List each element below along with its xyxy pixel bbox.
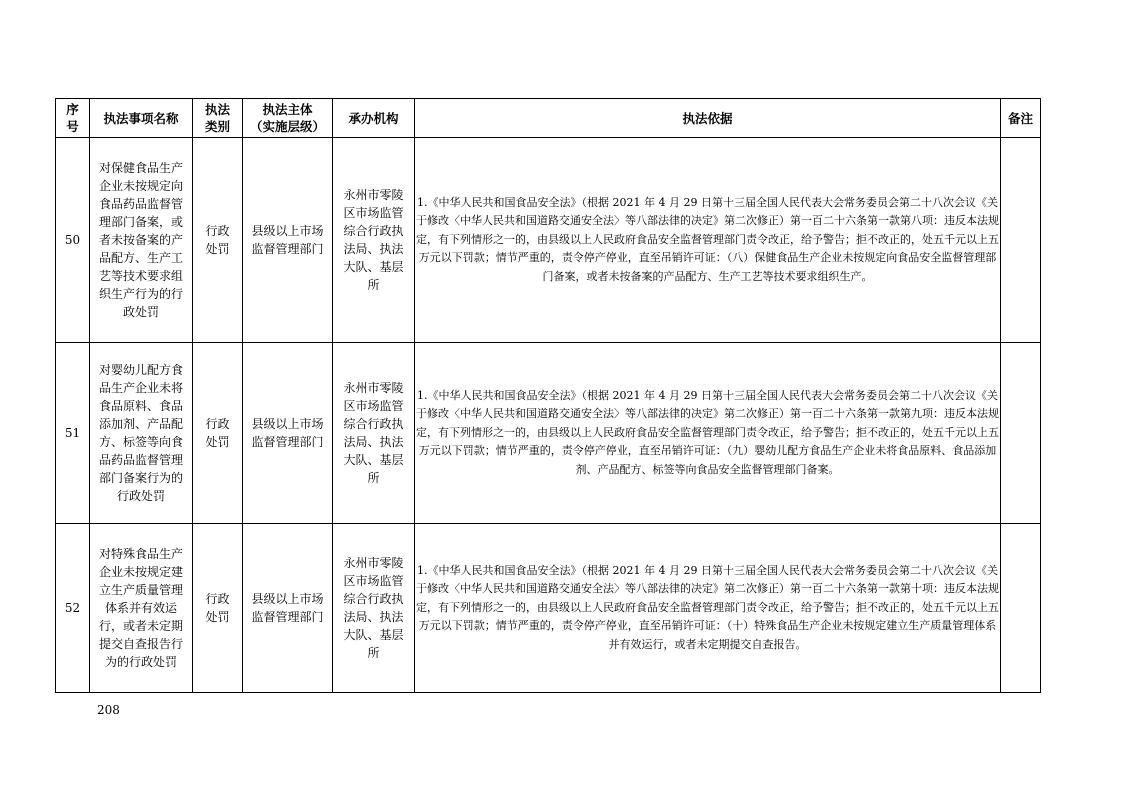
table-row [56,138,1041,343]
row-basis: 1.《中华人民共和国食品安全法》（根据 2021 年 4 月 29 日第十三届全国人民代表大会常务委员会第二十八次会议《关于修改〈中华人民共和国道路交通安全法〉等八部法律的决定》第二次修正）第一百二十六条第一款第八项：违反本法规定，有下列情形之一的，由县级以上人民政府食品安全监督管理部门责令改正，给予警告；拒不改正的，处五千元以上五万元以下罚款；情节严重的，责令停产停业，直至吊销许可证：（八）保健食品生产企业未按规定向食品安全监督管理部门备案，或者未按备案的产品配方、生产工艺等技术要求组织生产。 [415,138,1001,343]
header-category: 执法类别 [193,99,243,138]
header-subject-line2: （实施层级） [249,119,325,134]
header-remark: 备注 [1001,99,1041,138]
header-subject [243,99,333,138]
row-subject-text: 县级以上市场监督管理部门 [251,592,324,624]
row-org-text: 永州市零陵区市场监管综合行政执法局、执法大队、基层所 [343,188,404,292]
header-basis: 执法依据 [415,99,1001,138]
row-name [90,524,193,693]
row-subject [243,138,333,343]
page-number: 208 [97,703,120,717]
table-row [56,524,1041,693]
row-no: 50 [56,138,90,343]
row-org-text: 永州市零陵区市场监管综合行政执法局、执法大队、基层所 [343,556,404,660]
row-category-text: 行政处罚 [205,417,230,449]
row-name-text: 对婴幼儿配方食品生产企业未将食品原料、食品添加剂、产品配方、标签等向食品药品监督管理部门备案行为的行政处罚 [99,363,184,503]
row-no: 51 [56,343,90,524]
row-remark [1001,138,1041,343]
table-row [56,343,1041,524]
row-org [333,524,415,693]
row-remark [1001,343,1041,524]
row-name [90,343,193,524]
row-basis: 1.《中华人民共和国食品安全法》（根据 2021 年 4 月 29 日第十三届全国人民代表大会常务委员会第二十八次会议《关于修改〈中华人民共和国道路交通安全法〉等八部法律的决定》第二次修正）第一百二十六条第一款第十项：违反本法规定，有下列情形之一的，由县级以上人民政府食品安全监督管理部门责令改正，给予警告；拒不改正的，处五千元以上五万元以下罚款；情节严重的，责令停产停业，直至吊销许可证：（十）特殊食品生产企业未按规定建立生产质量管理体系并有效运行，或者未定期提交自查报告。 [415,524,1001,693]
row-subject-text: 县级以上市场监督管理部门 [251,417,324,449]
row-name-text: 对特殊食品生产企业未按规定建立生产质量管理体系并有效运行，或者未定期提交自查报告行为的行政处罚 [99,547,184,669]
row-category [193,524,243,693]
row-category [193,138,243,343]
row-org [333,343,415,524]
row-category-text: 行政处罚 [205,592,230,624]
row-category-text: 行政处罚 [205,224,230,256]
row-subject [243,343,333,524]
row-org-text: 永州市零陵区市场监管综合行政执法局、执法大队、基层所 [343,381,404,485]
row-name [90,138,193,343]
row-category [193,343,243,524]
header-name: 执法事项名称 [90,99,193,138]
row-org [333,138,415,343]
header-subject-line1: 执法主体 [262,102,313,117]
header-no: 序号 [56,99,90,138]
row-no: 52 [56,524,90,693]
row-name-text: 对保健食品生产企业未按规定向食品药品监督管理部门备案，或者未按备案的产品配方、生产工艺等技术要求组织生产行为的行政处罚 [99,161,184,319]
header-row [56,99,1041,138]
row-basis: 1.《中华人民共和国食品安全法》（根据 2021 年 4 月 29 日第十三届全国人民代表大会常务委员会第二十八次会议《关于修改〈中华人民共和国道路交通安全法〉等八部法律的决定》第二次修正）第一百二十六条第一款第九项：违反本法规定，有下列情形之一的，由县级以上人民政府食品安全监督管理部门责令改正，给予警告；拒不改正的，处五千元以上五万元以下罚款；情节严重的，责令停产停业，直至吊销许可证：（九）婴幼儿配方食品生产企业未将食品原料、食品添加剂、产品配方、标签等向食品安全监督管理部门备案。 [415,343,1001,524]
header-org: 承办机构 [333,99,415,138]
enforcement-table [55,98,1041,693]
row-subject [243,524,333,693]
row-remark [1001,524,1041,693]
row-subject-text: 县级以上市场监督管理部门 [251,224,324,256]
